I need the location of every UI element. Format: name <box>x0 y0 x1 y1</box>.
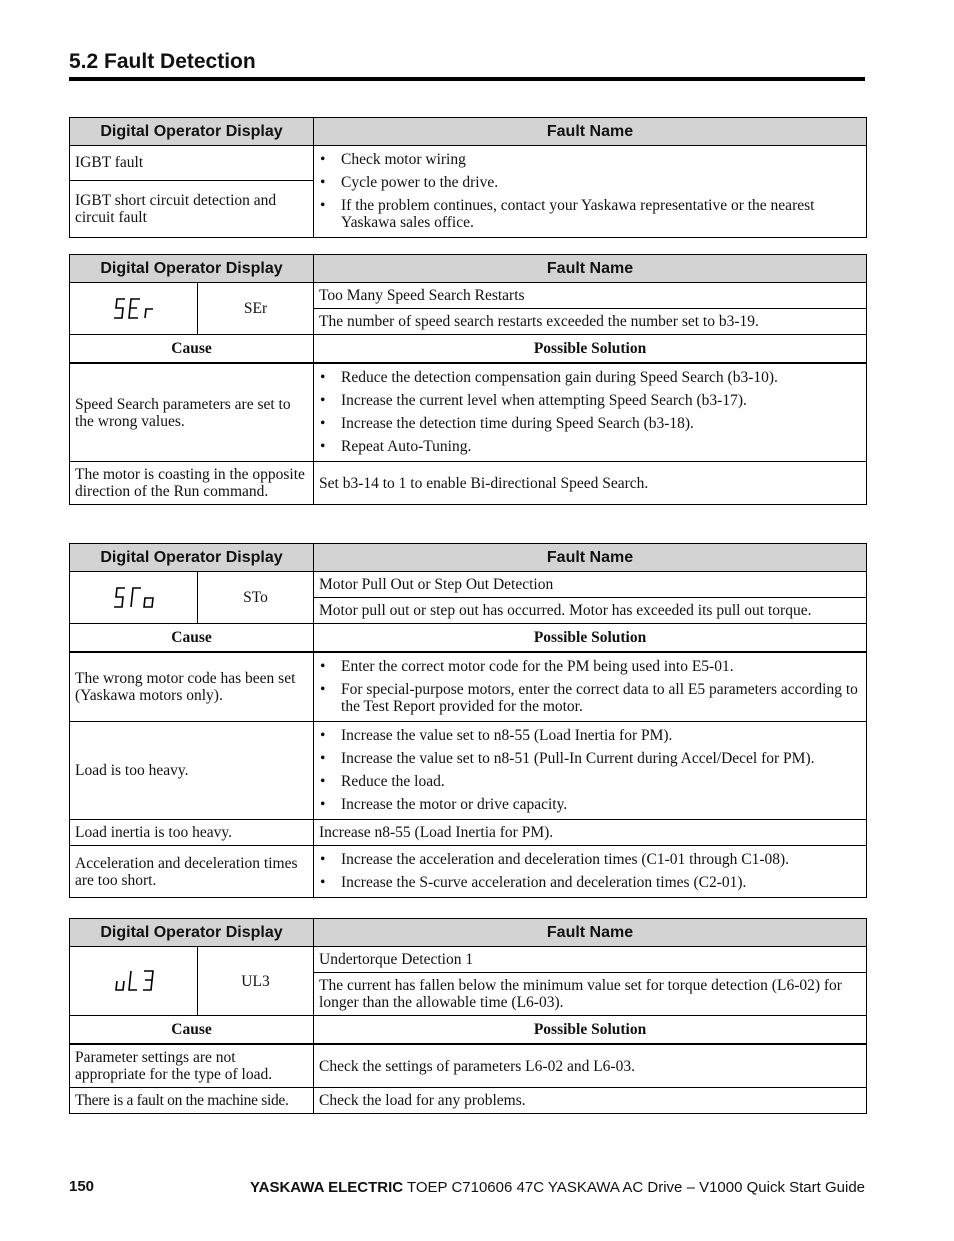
header-fault-name: Fault Name <box>314 255 867 283</box>
ser-segment-display <box>113 297 157 321</box>
header-fault-name: Fault Name <box>314 919 867 947</box>
ul3-cause-1: Parameter settings are not appropriate for the type of load. <box>70 1044 314 1088</box>
igbt-solutions-cell <box>314 146 867 238</box>
igbt-fault-cell: IGBT fault <box>70 146 314 181</box>
sto-cause-1: The wrong motor code has been set (Yaskawa motors only). <box>70 652 314 722</box>
sto-code-cell: STo <box>198 572 314 624</box>
footer-doc-title: TOEP C710606 47C YASKAWA AC Drive – V1000 Quick Start Guide <box>406 1179 865 1196</box>
igbt-solution-list <box>319 151 861 231</box>
ul3-cause-2: There is a fault on the machine side. <box>70 1088 314 1114</box>
header-display: Digital Operator Display <box>70 544 314 572</box>
list-item: • Increase the value set to n8-51 (Pull-In Current during Accel/Decel for PM). <box>319 750 861 767</box>
list-item: • Enter the correct motor code for the PM being used into E5-01. <box>319 658 861 675</box>
header-cause: Cause <box>70 1016 314 1045</box>
ul3-solution-2: Check the load for any problems. <box>314 1088 867 1114</box>
header-solution: Possible Solution <box>314 1016 867 1045</box>
ser-fault-table <box>69 254 867 505</box>
ul3-segment-display <box>113 969 157 993</box>
sto-segment-display <box>113 586 157 610</box>
list-item: • Increase the acceleration and deceleration times (C1-01 through C1-08). <box>319 851 861 868</box>
sto-solution-list-2 <box>319 727 861 813</box>
ser-description-cell: The number of speed search restarts exceeded the number set to b3-19. <box>314 309 867 335</box>
sto-solution-2 <box>314 722 867 820</box>
sto-name-cell: Motor Pull Out or Step Out Detection <box>314 572 867 598</box>
sto-fault-table <box>69 543 867 898</box>
ul3-description-cell: The current has fallen below the minimum value set for torque detection (L6-02) for longer than the allowable time (L6-03). <box>314 973 867 1016</box>
igbt-fault-table <box>69 117 867 238</box>
header-cause: Cause <box>70 335 314 364</box>
sto-cause-3: Load inertia is too heavy. <box>70 820 314 846</box>
sto-cause-4: Acceleration and deceleration times are too short. <box>70 846 314 898</box>
sto-solution-3: Increase n8-55 (Load Inertia for PM). <box>314 820 867 846</box>
list-item: • Increase the motor or drive capacity. <box>319 796 861 813</box>
ser-solution-list <box>319 369 861 455</box>
ul3-fault-table <box>69 918 867 1114</box>
list-item: • If the problem continues, contact your Yaskawa representative or the nearest Yaskawa sales office. <box>319 197 861 231</box>
ser-cause-1: Speed Search parameters are set to the wrong values. <box>70 363 314 462</box>
sto-cause-2: Load is too heavy. <box>70 722 314 820</box>
sto-solution-4 <box>314 846 867 898</box>
header-solution: Possible Solution <box>314 335 867 364</box>
list-item: • Increase the value set to n8-55 (Load Inertia for PM). <box>319 727 861 744</box>
header-fault-name: Fault Name <box>314 544 867 572</box>
list-item: • Reduce the load. <box>319 773 861 790</box>
list-item: • Repeat Auto-Tuning. <box>319 438 861 455</box>
footer-brand: YASKAWA ELECTRIC <box>250 1179 404 1196</box>
igbt-short-circuit-cell: IGBT short circuit detection and circuit fault <box>70 180 314 237</box>
sto-display-cell <box>70 572 198 624</box>
header-display: Digital Operator Display <box>70 255 314 283</box>
ser-display-cell <box>70 283 198 335</box>
ser-cause-2: The motor is coasting in the opposite direction of the Run command. <box>70 462 314 505</box>
ser-solution-1 <box>314 363 867 462</box>
ul3-display-cell <box>70 947 198 1016</box>
header-display: Digital Operator Display <box>70 919 314 947</box>
sto-solution-list-4 <box>319 851 861 891</box>
ul3-code-cell: UL3 <box>198 947 314 1016</box>
list-item: • Increase the S-curve acceleration and deceleration times (C2-01). <box>319 874 861 891</box>
list-item: • Reduce the detection compensation gain during Speed Search (b3-10). <box>319 369 861 386</box>
ser-name-cell: Too Many Speed Search Restarts <box>314 283 867 309</box>
ul3-name-cell: Undertorque Detection 1 <box>314 947 867 973</box>
page-number: 150 <box>69 1178 95 1195</box>
list-item: • Increase the current level when attempting Speed Search (b3-17). <box>319 392 861 409</box>
sto-solution-1 <box>314 652 867 722</box>
header-cause: Cause <box>70 624 314 653</box>
list-item: • For special-purpose motors, enter the correct data to all E5 parameters according to the Test Report provided for the motor. <box>319 681 861 715</box>
ul3-solution-1: Check the settings of parameters L6-02 and L6-03. <box>314 1044 867 1088</box>
ser-solution-2: Set b3-14 to 1 to enable Bi-directional Speed Search. <box>314 462 867 505</box>
sto-solution-list-1 <box>319 658 861 715</box>
title-rule <box>69 77 865 81</box>
footer-doc-info <box>250 1179 865 1196</box>
list-item: • Check motor wiring <box>319 151 861 168</box>
header-fault-name: Fault Name <box>314 118 867 146</box>
list-item: • Increase the detection time during Speed Search (b3-18). <box>319 415 861 432</box>
section-title: 5.2 Fault Detection <box>69 50 256 73</box>
list-item: • Cycle power to the drive. <box>319 174 861 191</box>
header-display: Digital Operator Display <box>70 118 314 146</box>
header-solution: Possible Solution <box>314 624 867 653</box>
ser-code-cell: SEr <box>198 283 314 335</box>
sto-description-cell: Motor pull out or step out has occurred. Motor has exceeded its pull out torque. <box>314 598 867 624</box>
